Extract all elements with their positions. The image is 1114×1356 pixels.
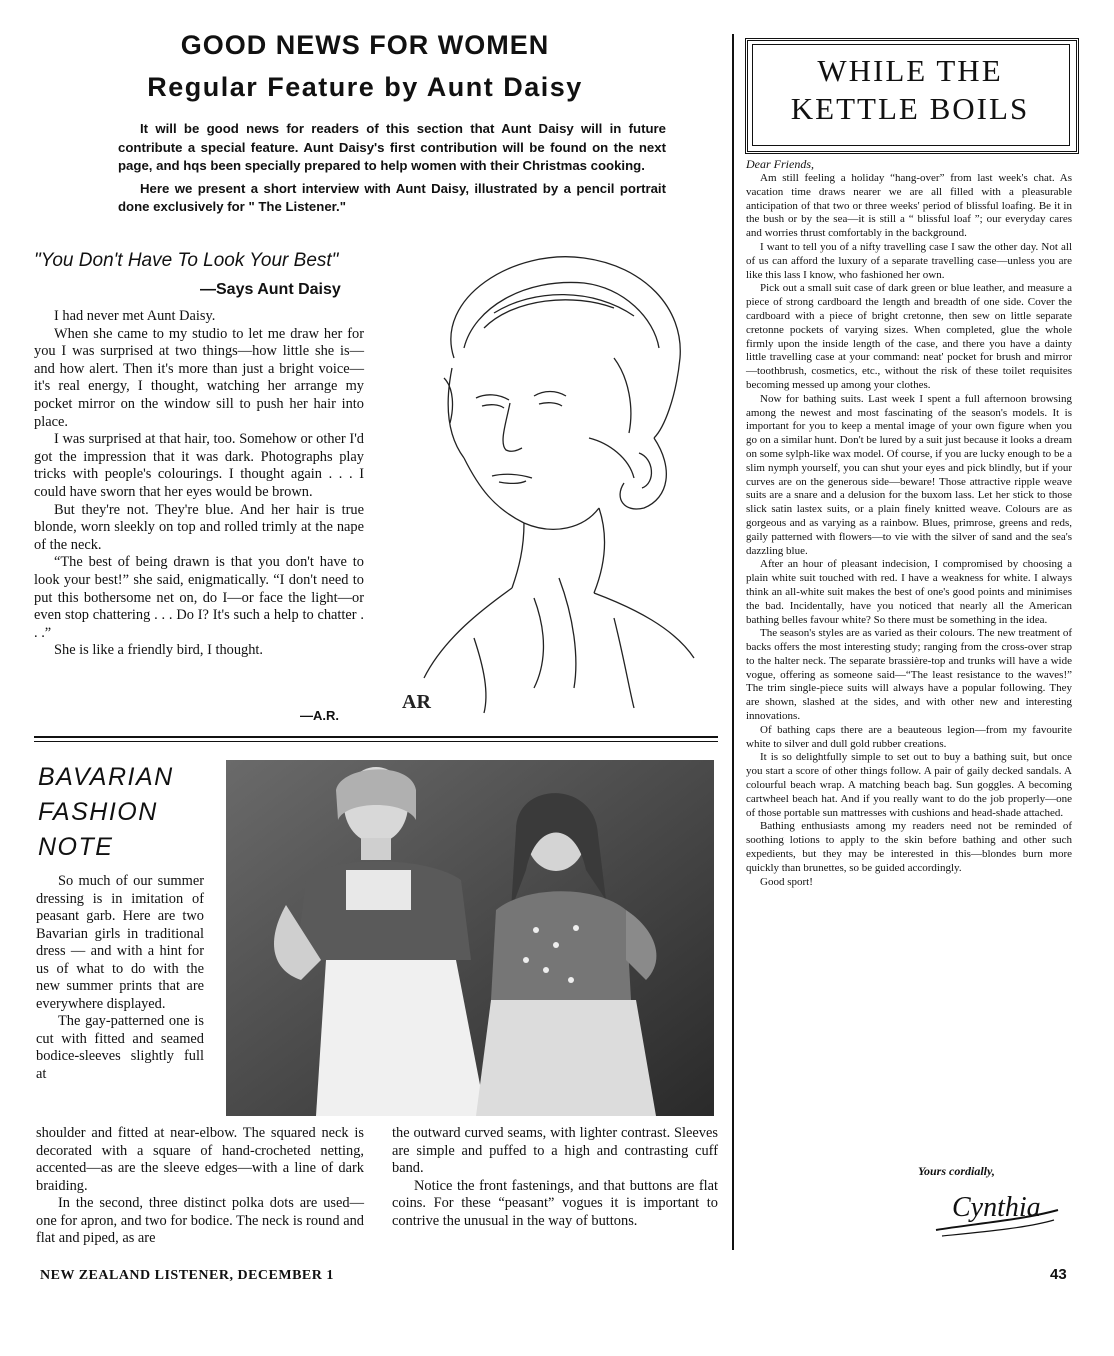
kettle-paragraph: Am still feeling a holiday “hang-over” from last week's chat. As vacation time draws nearer we are all filled with a pleasurable anticipation of that two or three weeks' period of blissful loafing. Be it in the bush or by the sea—it is still a “ blissful loaf ”; our everyday cares and worries thrust comfortably in the background.: [746, 172, 1072, 240]
kettle-paragraph: Now for bathing suits. Last week I spent a full afternoon browsing among the newest and most fascinating of the season's models. It is important for you to keep a mental image of your own figure when you go on a similar hunt. Don't be lured by a suit just because it looks a dream on some sylph-like wax model. Of course, if you are lucky enough to be a slim nymph yourself, you can shut your eyes and pick blindly, but if your curves are on the generous side—beware! Those attractive ripple weave suits are a snare and a delusion for the buxom lass. Let her stick to those slick satin lastex suits, or a plain finely knitted weave. Colours are as gorgeous and as varying as a rainbow. Blues, primrose, greens and reds, gaily patterned with flowers—to vie with the silver of sand and the sea's dazzling blue.: [746, 392, 1072, 557]
interview-paragraph: But they're not. They're blue. And her hair is true blonde, worn sleekly on top and rolled trimly at the nape of the neck.: [34, 501, 364, 553]
headline: GOOD NEWS FOR WOMEN: [180, 30, 550, 60]
kettle-paragraph: Bathing enthusiasts among my readers need not be reminded of soothing lotions to apply to the skin before bathing and other such expedients, but they may be interested in this—blondes burn more quickly than brunettes, so be guided accordingly.: [746, 820, 1072, 874]
fashion-title-line: FASHION: [38, 798, 158, 826]
fashion-text-bottom-left: [36, 1125, 364, 1248]
kettle-closing: Yours cordially,: [918, 1164, 995, 1178]
column-rule: [732, 34, 734, 1250]
section-divider: [34, 741, 718, 742]
portrait-sketch: [384, 238, 720, 728]
interview-paragraph: When she came to my studio to let me draw her for you I was surprised at two things—how little she is—and how alert. Then it's more than just a bright voice—it's real energy, I thought, watching her arrange my pocket mirror on the window sill to push her hair into place.: [34, 325, 364, 430]
kettle-paragraph: Pick out a small suit case of dark green or blue leather, and measure a piece of strong cardboard the length and breadth of one side. Cover the cardboard with a piece of bright cretonne, then sew on little separate cretonne pockets of varying sizes. When completed, glue the whole firmly upon the inside length of the case, and there you have a dainty little travelling case at your command: neat' pocket for brush and mirror—toothbrush, cosmetics, etc., without the risk of these toilet requisites becoming messed up among your clothes.: [746, 282, 1072, 391]
fashion-title-line: BAVARIAN: [38, 763, 174, 791]
kettle-body: [746, 172, 1072, 889]
kettle-title-line: WHILE THE: [817, 53, 1003, 88]
interview-paragraph: “The best of being drawn is that you don't have to look your best!” she said, enigmatically. “I don't need to put this bothersome net on, do I—or face the light—or even stop chattering . . . Do I? It's such a help to chatter . . .”: [34, 554, 364, 641]
fashion-title: [38, 760, 218, 865]
kettle-paragraph: The season's styles are as varied as their colours. The new treatment of backs offers the most interesting study; ranging from the cross-over strap to the halter neck. The separate brassière-top and trunks will have a wide vogue, offering as someone said—“The least resistance to the waves!” The trim single-piece suits will always have a popular following. They are shown, slashed at the sides, and with other new and interesting innovations.: [746, 627, 1072, 723]
subheadline: Regular Feature by Aunt Daisy: [147, 72, 583, 102]
interview-body: [34, 308, 364, 660]
kettle-paragraph: Of bathing caps there are a beauteous legion—from my favourite white to silver and dull gold rubber creations.: [746, 723, 1072, 750]
fashion-paragraph: the outward curved seams, with lighter contrast. Sleeves are simple and puffed to a high and contrasting cuff band.: [392, 1125, 718, 1176]
fashion-paragraph: So much of our summer dressing is in imitation of peasant garb. Here are two Bavarian girls in traditional dress — and with a hint for us of what to do with the new summer prints that are everywhere displayed.: [36, 873, 204, 1012]
fashion-title-line: NOTE: [38, 833, 114, 861]
kettle-paragraph: Good sport!: [760, 875, 813, 888]
kettle-title: [752, 52, 1068, 128]
interview-signature: —A.R.: [300, 708, 339, 723]
kettle-paragraph: I want to tell you of a nifty travelling case I saw the other day. Not all of us can afford the luxury of a separate travelling case—unless you are like this lass I know, who fashioned her own.: [746, 240, 1072, 281]
interview-paragraph: She is like a friendly bird, I thought.: [54, 642, 264, 659]
kettle-title-line: KETTLE BOILS: [790, 91, 1030, 126]
artist-monogram: AR: [402, 691, 431, 713]
fashion-paragraph: In the second, three distinct polka dots are used—one for apron, and two for bodice. The neck is round and flat and piped, as are: [36, 1195, 364, 1246]
intro-text: [118, 120, 666, 221]
intro-paragraph: It will be good news for readers of this section that Aunt Daisy will in future contribute a special feature. Aunt Daisy's first contribution will be found on the next page, and hqs been specially prepared to help women with their Christmas cooking.: [118, 121, 666, 173]
interview-title: "You Don't Have To Look Your Best": [34, 250, 339, 271]
kettle-paragraph: It is so delightfully simple to set out to buy a bathing suit, but once you start a score of other things follow. A pair of gaily decked sandals. A colourful beach wrap. A matching beach bag. Sun goggles. A becoming cartwheel beach hat. And if you really want to do the job properly—one of those portable sun mattresses with cushions and head-shade attached.: [746, 751, 1072, 819]
fashion-paragraph: The gay-patterned one is cut with fitted and seamed bodice-sleeves slightly full at: [36, 1013, 204, 1082]
section-divider: [34, 736, 718, 738]
intro-paragraph: Here we present a short interview with Aunt Daisy, illustrated by a pencil portrait done exclusively for " The Listener.": [118, 180, 666, 214]
interview-byline: —Says Aunt Daisy: [200, 281, 341, 298]
interview-paragraph: I was surprised at that hair, too. Somehow or other I'd got the impression that it was dark. Photographs play tricks with people's colourings. I thought again . . . I could have sworn that her eyes would be brown.: [34, 431, 364, 500]
fashion-paragraph: Notice the front fastenings, and that buttons are flat coins. For these “peasant” vogues it is important to contrive the unusual in the way of buttons.: [392, 1177, 718, 1229]
fashion-text-column: [36, 873, 204, 1083]
publication-footer: NEW ZEALAND LISTENER, DECEMBER 1: [40, 1268, 334, 1283]
signature-text: Cynthia: [952, 1192, 1041, 1223]
page-number: 43: [1050, 1266, 1067, 1283]
kettle-paragraph: After an hour of pleasant indecision, I compromised by choosing a plain white suit touched with red. I have a weakness for white. I always think an all-white suit makes the best of one's good points and minimises the bad. Incidentally, have you noticed that nearly all the American bathing belles favour white? So there must be something in the idea.: [746, 558, 1072, 626]
fashion-text-bottom-right: [392, 1125, 718, 1230]
kettle-salutation: Dear Friends,: [746, 157, 814, 171]
interview-paragraph: I had never met Aunt Daisy.: [54, 308, 216, 324]
cynthia-signature: [932, 1180, 1062, 1246]
fashion-paragraph: shoulder and fitted at near-elbow. The squared neck is decorated with a square of hand-crocheted netting, accented—as are the sleeve edges—with a line of dark braiding.: [36, 1125, 364, 1194]
fashion-photo: [226, 760, 714, 1116]
